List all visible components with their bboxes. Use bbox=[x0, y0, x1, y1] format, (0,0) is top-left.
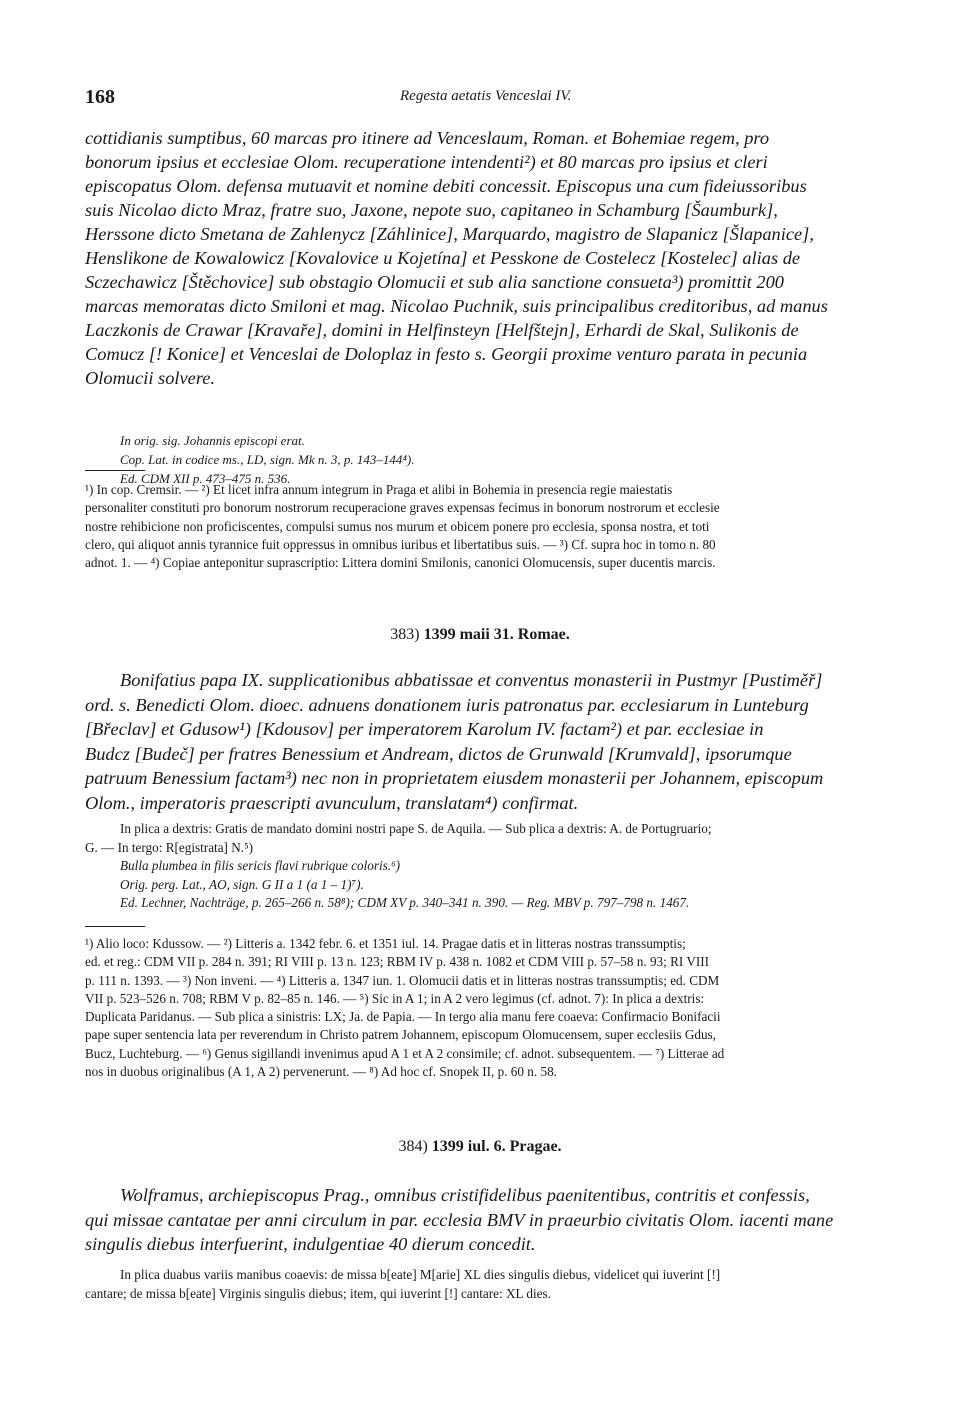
note-line: Cop. Lat. in codice ms., LD, sign. Mk n. 3, p. 143–144⁴). bbox=[120, 452, 415, 467]
entry-number: 384) bbox=[398, 1138, 428, 1155]
text-line: suis Nicolao dicto Mraz, fratre suo, Jaxone, nepote suo, capitaneo in Schamburg [Šaumburk], bbox=[85, 200, 778, 220]
text-line: Sczechawicz [Štěchovice] sub obstagio Olomucii et sub alia sanctione consueta³) promittit 200 bbox=[85, 272, 784, 292]
entry-382-text bbox=[85, 126, 880, 390]
footnote-line: p. 111 n. 1393. — ³) Non inveni. — ⁴) Litteris a. 1347 iun. 1. Olomucii datis et in litteras nostras transsumptis; ed. CDM bbox=[85, 972, 720, 988]
text-line: singulis diebus interfuerint, indulgentiae 40 dierum concedit. bbox=[85, 1234, 536, 1254]
footnote-line: ¹) In cop. Cremsir. — ²) Et licet infra annum integrum in Praga et alibi in Bohemia in presencia regie maiestatis bbox=[85, 482, 673, 497]
entry-384-text bbox=[85, 1183, 880, 1257]
text-line: Budcz [Budeč] per fratres Benessium et Andream, dictos de Grunwald [Krumvald], ipsorumque bbox=[85, 743, 792, 764]
note-line: In plica duabus variis manibus coaevis: de missa b[eate] M[arie] XL dies singulis diebus, videlicet qui iuverint [!] bbox=[120, 1267, 721, 1282]
footnote-line: Bucz, Luchteburg. — ⁶) Genus sigillandi invenimus apud A 1 et A 2 consimile; cf. adnot. subsequentem. — ⁷) Litterae ad bbox=[85, 1045, 725, 1061]
entry-382-footnotes bbox=[85, 481, 880, 572]
note-line: Bulla plumbea in filis sericis flavi rubrique coloris.⁶) bbox=[120, 858, 401, 873]
note-line: In orig. sig. Johannis episcopi erat. bbox=[120, 433, 305, 448]
note-line: cantare; de missa b[eate] Virginis singulis diebus; item, qui iuverint [!] cantare: XL dies. bbox=[85, 1285, 551, 1301]
entry-383-heading bbox=[0, 626, 960, 644]
footnote-line: adnot. 1. — ⁴) Copiae anteponitur suprascriptio: Littera domini Smilonis, canonici Olomucensis, super ducentis marcis. bbox=[85, 555, 716, 571]
text-line: bonorum ipsius et ecclesiae Olom. recuperatione intendenti²) et 80 marcas pro ipsius et cleri bbox=[85, 152, 768, 172]
text-line: patruum Benessium factam³) nec non in proprietatem eiusdem monasterii per Johannem, episcopum bbox=[85, 768, 824, 788]
text-line: [Břeclav] et Gdusow¹) [Kdousov] per imperatorem Karolum IV. factam²) et par. ecclesiae in bbox=[85, 719, 764, 739]
entry-383-notes bbox=[85, 820, 880, 913]
note-line: In plica a dextris: Gratis de mandato domini nostri pape S. de Aquila. — Sub plica a dextris: A. de Portugruario; bbox=[120, 821, 712, 836]
footnote-line: clero, qui aliquot annis tyrannice fuit oppressus in omnibus iuribus et libertatibus suis. — ³) Cf. supra hoc in tomo n. 80 bbox=[85, 536, 716, 552]
entry-number: 383) bbox=[390, 626, 420, 643]
note-line: Ed. Lechner, Nachträge, p. 265–266 n. 58⁸); CDM XV p. 340–341 n. 390. — Reg. MBV p. 797–798 n. 1467. bbox=[120, 895, 690, 910]
text-line: Laczkonis de Crawar [Kravaře], domini in Helfinsteyn [Helfštejn], Erhardi de Skal, Sulikonis de bbox=[85, 320, 799, 340]
text-line: Henslikone de Kowalowicz [Kovalovice u Kojetína] et Pesskone de Costelecz [Kostelec] alias de bbox=[85, 248, 801, 268]
page-number: 168 bbox=[85, 86, 115, 108]
footnote-line: personaliter constituti pro bonorum nostrorum recuperacione graves expensas fecimus in bonorum nostrorum et ecclesie bbox=[85, 500, 720, 516]
entry-383-footnotes bbox=[85, 935, 880, 1081]
text-line: Bonifatius papa IX. supplicationibus abbatissae et conventus monasterii in Pustmyr [Pustiměř] bbox=[120, 670, 823, 690]
entry-383-text bbox=[85, 668, 880, 815]
entry-384-notes bbox=[85, 1266, 880, 1303]
footnote-line: VII p. 523–526 n. 708; RBM V p. 82–85 n. 146. — ⁵) Sic in A 1; in A 2 vero legimus (cf. adnot. 7): In plica a dextris: bbox=[85, 990, 705, 1006]
footnote-line: Duplicata Paridanus. — Sub plica a sinistris: LX; Ja. de Papia. — In tergo alia manu fere coaeva: Confirmacio Bonifacii bbox=[85, 1009, 721, 1025]
text-line: qui missae cantatae per anni circulum in par. ecclesia BMV in praeurbio civitatis Olom. iacenti mane bbox=[85, 1209, 834, 1230]
text-line: Wolframus, archiepiscopus Prag., omnibus cristifidelibus paenitentibus, contritis et confessis, bbox=[120, 1185, 810, 1205]
entry-date: 1399 maii 31. Romae. bbox=[423, 626, 570, 643]
footnote-line: nostre rehibicione non proficiscentes, compulsi sumus nos murum et obicem ponere pro ecclesia, sponsa nostra, et toti bbox=[85, 518, 710, 534]
entry-date: 1399 iul. 6. Pragae. bbox=[431, 1138, 562, 1155]
note-line: G. — In tergo: R[egistrata] N.⁵) bbox=[85, 839, 254, 855]
footnote-line: pape super sentencia lata per reverendum in Christo patrem Johannem, episcopum Olomucensem, super ecclesiis Gdus, bbox=[85, 1027, 716, 1043]
text-line: Comucz [! Konice] et Venceslai de Doloplaz in festo s. Georgii proxime venturo parata in pecunia bbox=[85, 344, 808, 364]
entry-382-notes bbox=[120, 431, 414, 488]
text-line: Herssone dicto Smetana de Zahlenycz [Záhlinice], Marquardo, magistro de Slapanicz [Šlapanice], bbox=[85, 224, 814, 244]
running-title: Regesta aetatis Venceslai IV. bbox=[400, 88, 572, 104]
note-line: Ed. CDM XII p. 473–475 n. 536. bbox=[120, 471, 291, 486]
text-line: marcas memoratas dicto Smiloni et mag. Nicolao Puchnik, suis principalibus creditoribus, ad manus bbox=[85, 296, 828, 316]
text-line: cottidianis sumptibus, 60 marcas pro itinere ad Venceslaum, Roman. et Bohemiae regem, pro bbox=[85, 128, 770, 148]
text-line: Olomucii solvere. bbox=[85, 368, 216, 388]
text-line: Olom., imperatoris praescripti avunculum, translatam⁴) confirmat. bbox=[85, 792, 579, 813]
entry-384-heading bbox=[0, 1138, 960, 1156]
footnote-line: nos in duobus originalibus (A 1, A 2) pervenerunt. — ⁸) Ad hoc cf. Snopek II, p. 60 n. 58. bbox=[85, 1064, 557, 1080]
note-line: Orig. perg. Lat., AO, sign. G II a 1 (a 1 – 1)⁷). bbox=[120, 876, 364, 892]
footnote-line: ed. et reg.: CDM VII p. 284 n. 391; RI VIII p. 13 n. 123; RBM IV p. 438 n. 1082 et CDM VIII p. 57–58 n. 93; RI VIII bbox=[85, 954, 710, 970]
footnote-divider bbox=[85, 926, 145, 927]
footnote-divider bbox=[85, 470, 145, 471]
text-line: episcopatus Olom. defensa mutuavit et nomine debiti concessit. Episcopus una cum fideiussoribus bbox=[85, 176, 807, 196]
footnote-line: ¹) Alio loco: Kdussow. — ²) Litteris a. 1342 febr. 6. et 1351 iul. 14. Pragae datis et in litteras nostras transsumptis; bbox=[85, 936, 686, 951]
text-line: ord. s. Benedicti Olom. dioec. adnuens donationem iuris patronatus par. ecclesiarum in Lunteburg bbox=[85, 694, 809, 715]
